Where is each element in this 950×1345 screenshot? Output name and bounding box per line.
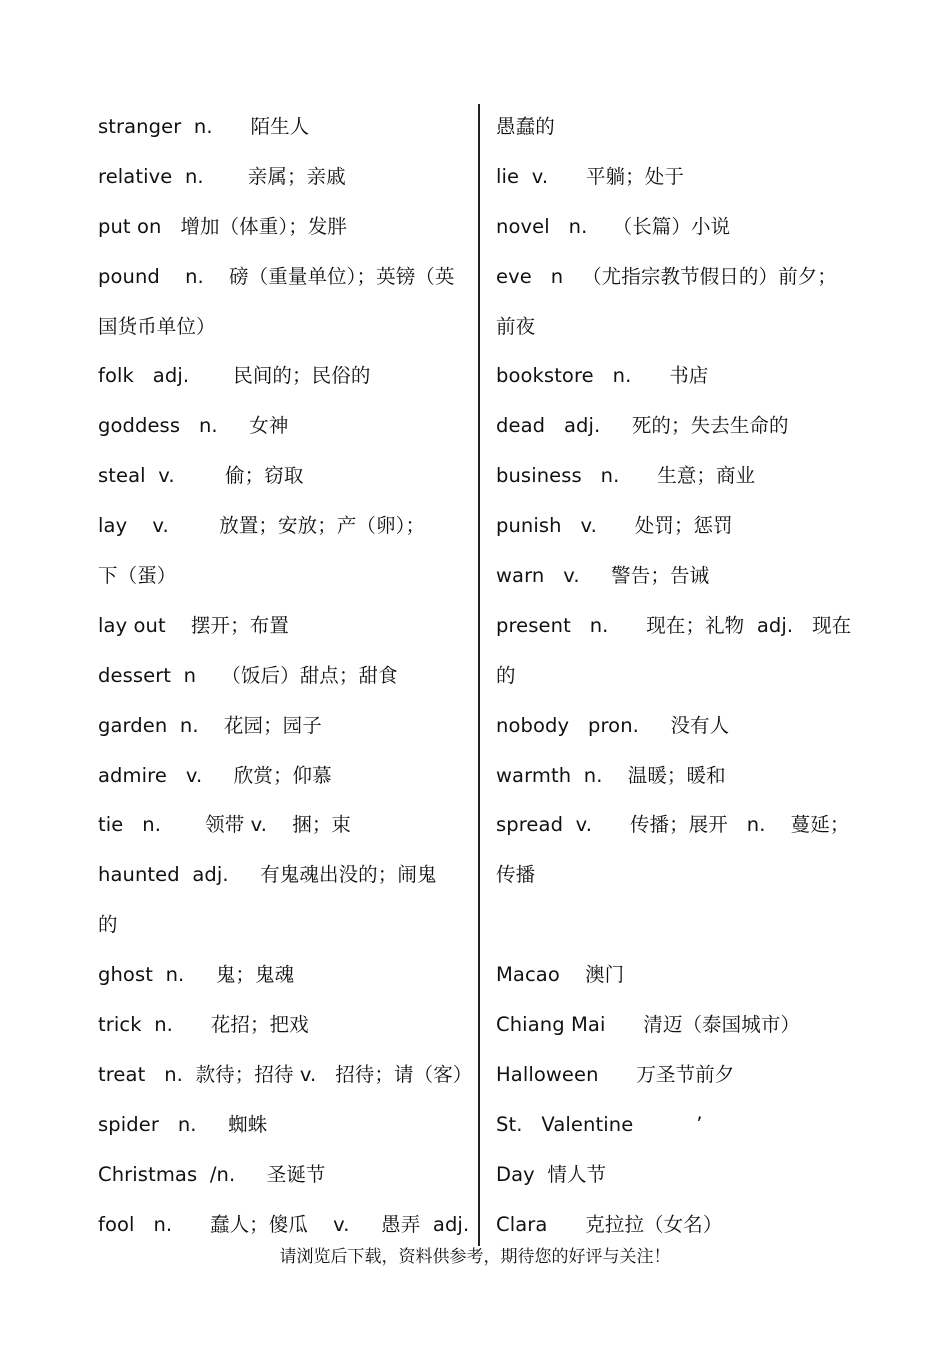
vocab-line: Chiang Mai 清迈（泰国城市） — [496, 1013, 801, 1037]
vocab-line: trick n. 花招；把戏 — [98, 1013, 309, 1037]
footer-note: 请浏览后下载，资料供参考，期待您的好评与关注！ — [279, 1247, 671, 1267]
vocab-line: relative n. 亲属；亲戚 — [98, 164, 346, 188]
vocab-line: Halloween 万圣节前夕 — [496, 1062, 735, 1086]
vocab-line: tie n. 领带 v. 捆；束 — [98, 813, 352, 837]
vocab-line: stranger n. 陌生人 — [98, 115, 310, 138]
column-divider — [478, 104, 480, 1246]
vocab-line: St. Valentine ’ — [496, 1112, 703, 1136]
vocab-line: dessert n （饭后）甜点；甜食 — [98, 663, 398, 687]
vocab-line: Clara 克拉拉（女名） — [496, 1212, 723, 1236]
vocab-line: haunted adj. 有鬼魂出没的；闹鬼 — [98, 863, 437, 887]
vocab-line: lay out 摆开；布置 — [98, 613, 289, 637]
vocab-line: warmth n. 温暖；暖和 — [496, 763, 726, 787]
left-column — [98, 102, 473, 1249]
vocab-line: punish v. 处罚；惩罚 — [496, 514, 733, 538]
vocab-line: steal v. 偷；窃取 — [98, 464, 304, 488]
vocab-line: dead adj. 死的；失去生命的 — [496, 414, 789, 438]
vocab-line: Christmas /n. 圣诞节 — [98, 1162, 326, 1186]
vocab-line: goddess n. 女神 — [98, 414, 289, 438]
vocab-line: nobody pron. 没有人 — [496, 713, 730, 737]
vocab-line: folk adj. 民间的；民俗的 — [98, 364, 371, 388]
vocab-line: lay v. 放置；安放；产（卵）； — [98, 514, 426, 538]
vocab-line: business n. 生意；商业 — [496, 464, 756, 488]
vocab-line: 的 — [98, 913, 118, 937]
vocab-line: put on 增加（体重）；发胖 — [98, 214, 348, 238]
vocab-line: 的 — [496, 663, 516, 687]
vocab-line: eve n （尤指宗教节假日的）前夕； — [496, 264, 837, 288]
vocab-line: 愚蠢的 — [496, 115, 555, 138]
vocab-line: treat n. 款待；招待 v. 招待；请（客） — [98, 1062, 473, 1086]
vocab-line: Macao 澳门 — [496, 963, 625, 987]
vocab-line: bookstore n. 书店 — [496, 364, 709, 388]
vocab-line: lie v. 平躺；处于 — [496, 164, 684, 188]
vocab-line: warn v. 警告；告诫 — [496, 564, 710, 588]
vocab-line: 下（蛋） — [98, 564, 177, 588]
vocab-line — [496, 900, 876, 950]
vocab-line: fool n. 蠢人；傻瓜 v. 愚弄 adj. — [98, 1212, 470, 1236]
vocab-line: spider n. 蜘蛛 — [98, 1112, 268, 1136]
vocab-line: 传播 — [496, 863, 536, 887]
right-column — [496, 102, 876, 1249]
vocab-line: pound n. 磅（重量单位）；英镑（英 — [98, 264, 455, 288]
vocab-line: spread v. 传播；展开 n. 蔓延； — [496, 813, 850, 837]
vocab-line: garden n. 花园；园子 — [98, 713, 322, 737]
vocab-line: Day 情人节 — [496, 1162, 607, 1186]
vocab-line: admire v. 欣赏；仰慕 — [98, 763, 332, 787]
vocab-line: 国货币单位） — [98, 314, 216, 338]
vocab-line: 前夜 — [496, 314, 536, 338]
vocab-line: present n. 现在；礼物 adj. 现在 — [496, 613, 852, 637]
vocab-line: novel n. （长篇）小说 — [496, 214, 731, 238]
vocab-line: ghost n. 鬼；鬼魂 — [98, 963, 295, 987]
